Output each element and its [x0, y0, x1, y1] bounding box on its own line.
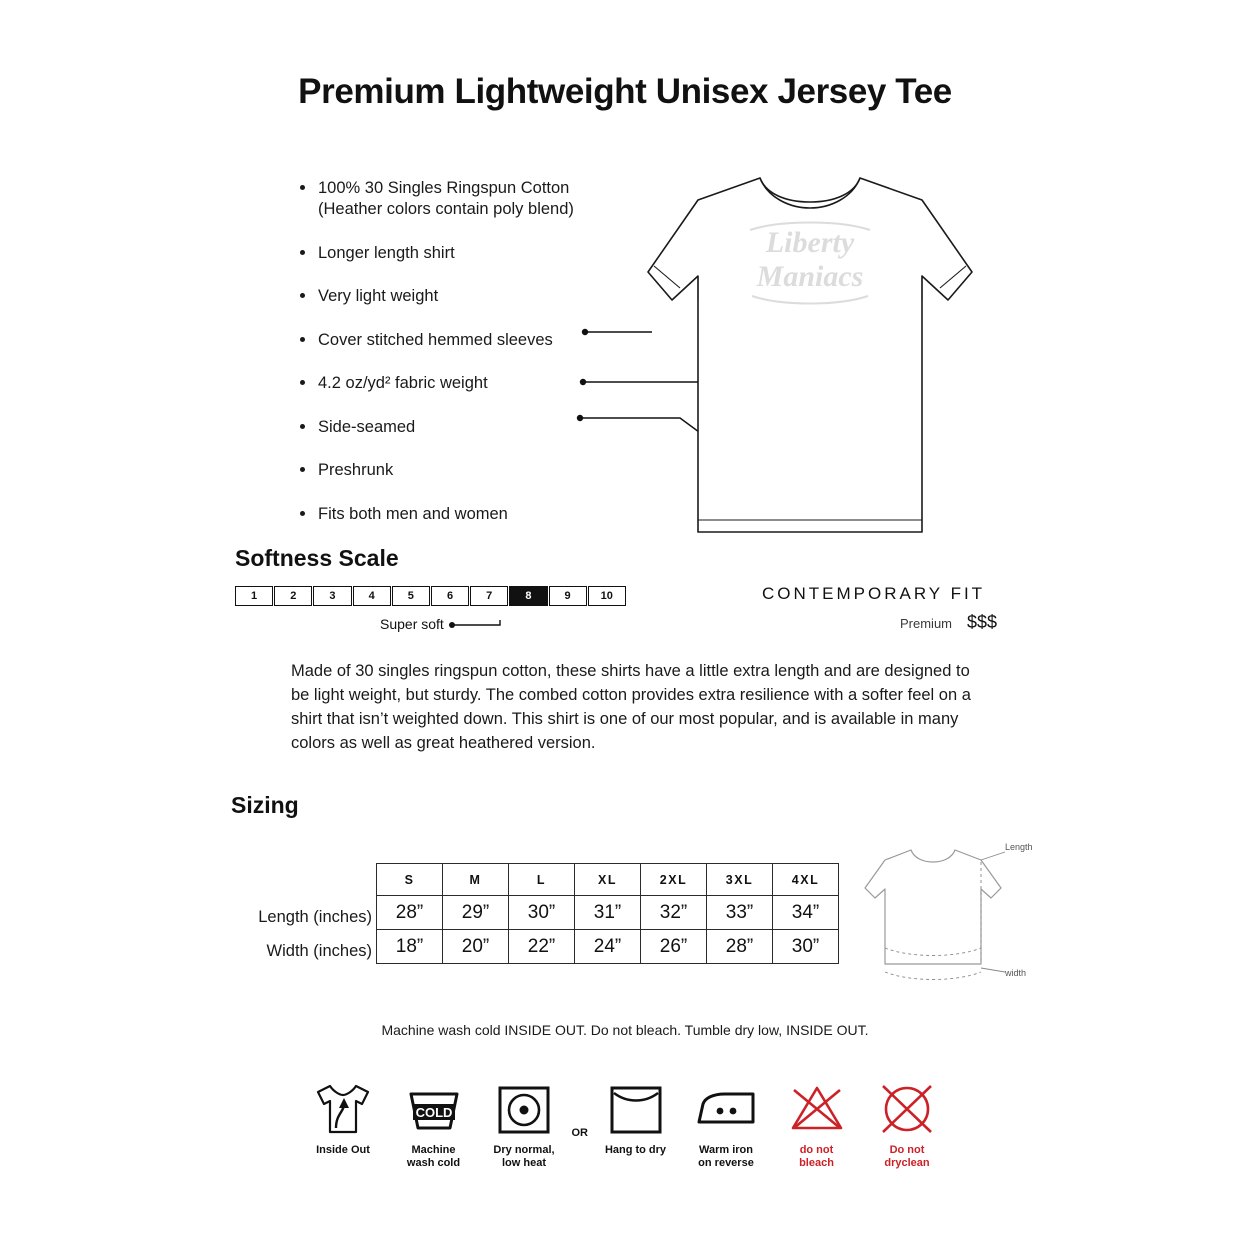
softness-scale [235, 586, 627, 606]
list-item [296, 504, 626, 525]
scale-cell: 4 [353, 586, 391, 606]
care-item-machine-wash-cold [391, 1078, 477, 1170]
cell-width: 28” [707, 930, 773, 964]
row-label-width: Width (inches) [266, 942, 372, 960]
or-separator-label: OR [571, 1127, 588, 1140]
do-not-dryclean-icon [864, 1078, 950, 1140]
feature-text: Longer length shirt [318, 243, 455, 262]
feature-subtext: (Heather colors contain poly blend) [318, 200, 574, 219]
table-header-row [377, 864, 839, 896]
bullet-icon [300, 380, 305, 385]
care-caption: Hang to dry [604, 1144, 667, 1156]
cell-width: 22” [509, 930, 575, 964]
diagram-width-label: width [1005, 968, 1027, 978]
cell-length: 30” [509, 896, 575, 930]
column-header: M [443, 864, 509, 896]
softness-heading: Softness Scale [235, 545, 399, 571]
do-not-bleach-icon [774, 1078, 860, 1140]
care-item-do-not-dryclean [864, 1078, 950, 1170]
care-item-warm-iron [683, 1078, 769, 1170]
scale-cell: 9 [549, 586, 587, 606]
care-caption: do not bleach [799, 1144, 834, 1170]
column-header: S [377, 864, 443, 896]
care-caption: Inside Out [316, 1144, 370, 1156]
fit-label: CONTEMPORARY FIT [762, 584, 986, 603]
feature-text: Fits both men and women [318, 504, 508, 523]
care-caption: Do not dryclean [884, 1144, 930, 1170]
brand-logo-icon [750, 223, 870, 304]
scale-cell: 7 [470, 586, 508, 606]
svg-text:COLD: COLD [415, 1105, 452, 1120]
price-indicator: $$$ [967, 612, 998, 632]
cell-length: 29” [443, 896, 509, 930]
care-caption: Machine wash cold [406, 1144, 461, 1170]
feature-text: 100% 30 Singles Ringspun Cotton [318, 179, 570, 197]
feature-text: 4.2 oz/yd² fabric weight [318, 374, 488, 393]
column-header: 4XL [773, 864, 839, 896]
sizing-heading: Sizing [231, 792, 299, 818]
product-description: Made of 30 singles ringspun cotton, these shirts have a little extra length and are designed to be light weight, but sturdy. The combed cotton provides extra resilience with a softer feel on a shirt that isn’t weighted down. This shirt is one of our most popular, and is available in many colors as well as great heathered version. [291, 662, 971, 752]
bullet-icon [300, 250, 305, 255]
cell-length: 33” [707, 896, 773, 930]
bullet-icon [300, 511, 305, 516]
care-item-inside-out [300, 1078, 386, 1157]
column-header: 2XL [641, 864, 707, 896]
column-header: 3XL [707, 864, 773, 896]
cell-width: 20” [443, 930, 509, 964]
cell-length: 28” [377, 896, 443, 930]
hang-to-dry-icon [593, 1078, 679, 1140]
care-item-hang-to-dry [593, 1078, 679, 1157]
care-instructions-text: Machine wash cold INSIDE OUT. Do not bleach. Tumble dry low, INSIDE OUT. [381, 1022, 869, 1038]
cell-width: 24” [575, 930, 641, 964]
svg-text:Maniacs: Maniacs [756, 260, 864, 293]
column-header: L [509, 864, 575, 896]
cell-length: 34” [773, 896, 839, 930]
bullet-icon [300, 185, 305, 190]
cell-length: 32” [641, 896, 707, 930]
scale-cell: 6 [431, 586, 469, 606]
shirt-illustration [600, 160, 1020, 560]
inside-out-icon [300, 1078, 386, 1140]
row-label-length: Length (inches) [258, 908, 372, 926]
warm-iron-reverse-icon [683, 1078, 769, 1140]
scale-cell: 10 [588, 586, 626, 606]
list-item [296, 243, 626, 264]
cell-width: 30” [773, 930, 839, 964]
care-item-do-not-bleach [774, 1078, 860, 1170]
scale-cell: 5 [392, 586, 430, 606]
feature-text: Side-seamed [318, 417, 416, 436]
svg-text:Liberty: Liberty [765, 226, 855, 259]
price-tier-label: Premium [900, 616, 953, 631]
feature-text: Preshrunk [318, 461, 394, 480]
feature-text: Very light weight [318, 287, 439, 306]
page-title: Premium Lightweight Unisex Jersey Tee [298, 72, 952, 111]
scale-cell: 2 [274, 586, 312, 606]
scale-cell: 3 [313, 586, 351, 606]
scale-cell: 1 [235, 586, 273, 606]
bullet-icon [300, 467, 305, 472]
scale-cell-active: 8 [509, 586, 547, 606]
care-caption: Dry normal, low heat [493, 1144, 555, 1170]
bullet-icon [300, 424, 305, 429]
tumble-dry-low-icon [481, 1078, 567, 1140]
table-row [377, 896, 839, 930]
list-item [296, 178, 626, 221]
care-caption: Warm iron on reverse [698, 1144, 754, 1170]
softness-caption [380, 616, 508, 632]
bullet-icon [300, 293, 305, 298]
cell-width: 18” [377, 930, 443, 964]
softness-caption-label: Super soft [380, 616, 444, 632]
sizing-row-labels [222, 900, 372, 968]
caption-pointer-icon [448, 619, 508, 631]
machine-wash-cold-icon [391, 1078, 477, 1140]
feature-text: Cover stitched hemmed sleeves [318, 330, 553, 349]
sizing-table [376, 863, 839, 964]
measurement-diagram [855, 840, 1035, 990]
cell-width: 26” [641, 930, 707, 964]
care-icon-row [300, 1078, 950, 1170]
column-header: XL [575, 864, 641, 896]
care-item-tumble-dry-low [481, 1078, 567, 1170]
bullet-icon [300, 337, 305, 342]
cell-length: 31” [575, 896, 641, 930]
table-row [377, 930, 839, 964]
diagram-length-label: Length [1005, 842, 1033, 852]
